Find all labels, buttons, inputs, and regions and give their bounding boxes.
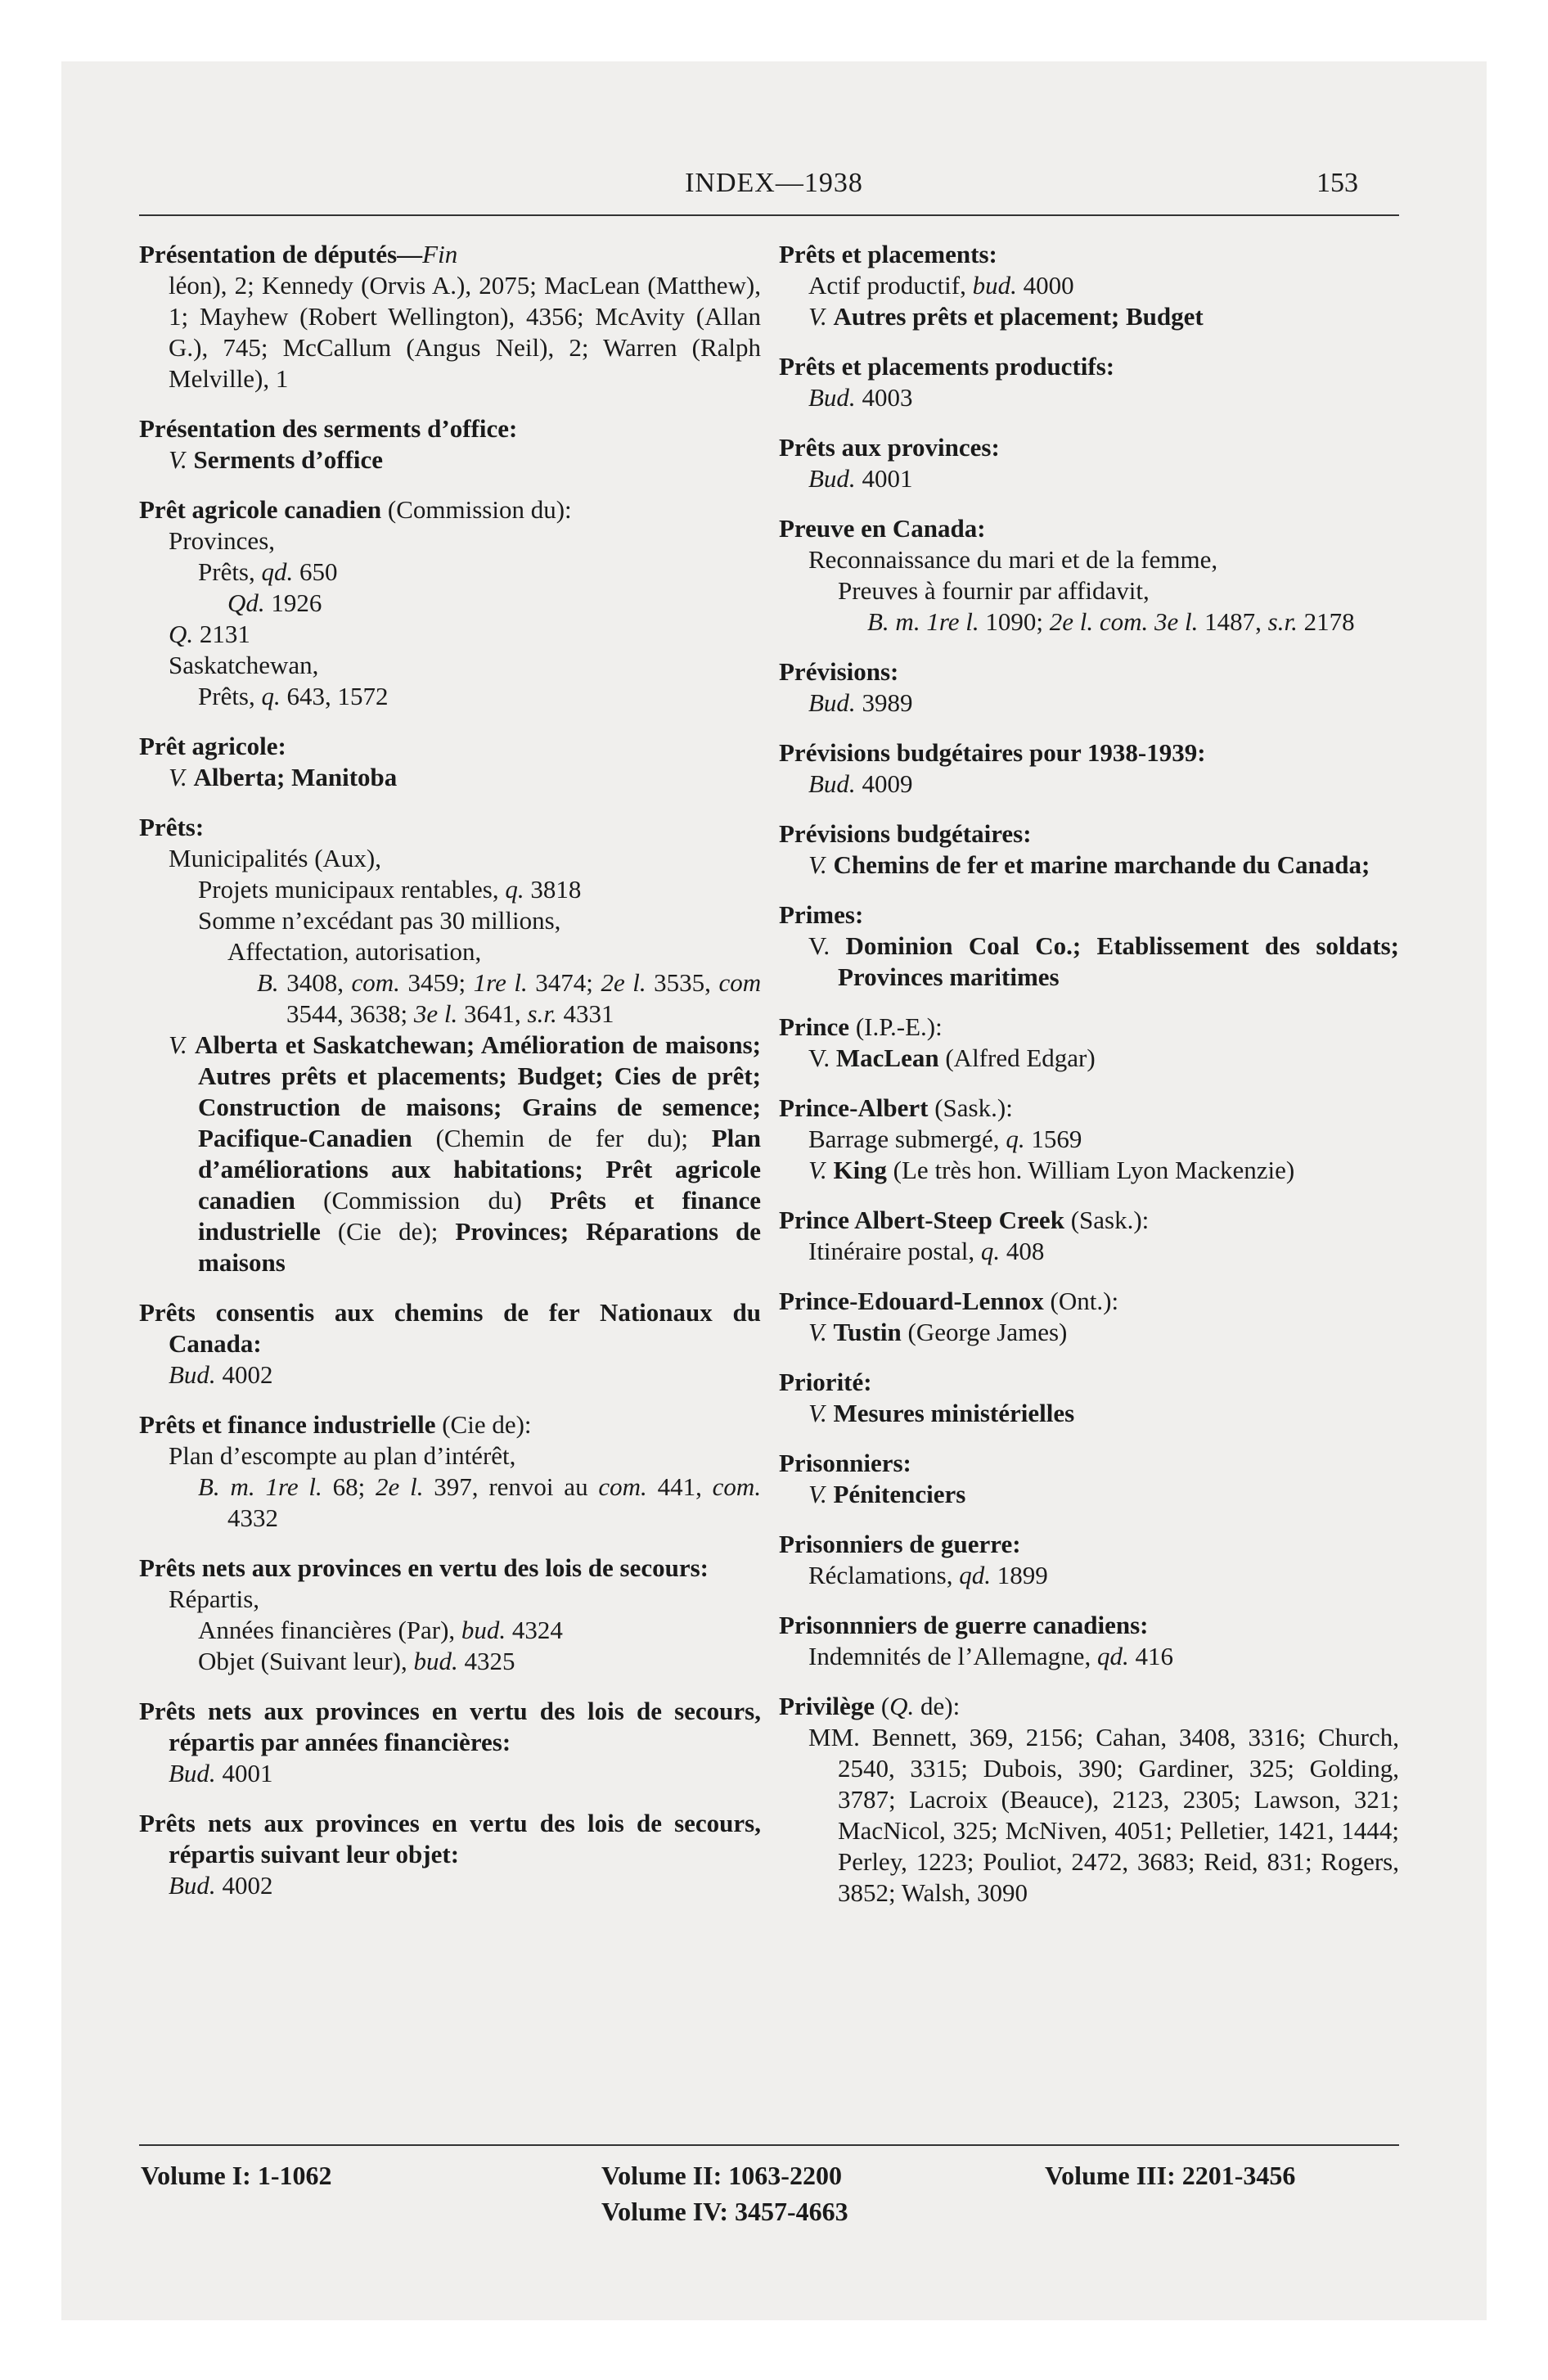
see-reference: V. MacLean (Alfred Edgar)	[808, 1044, 1096, 1072]
sub-entry: Bud. 4001	[169, 1759, 273, 1787]
index-entry	[139, 413, 761, 476]
index-entry	[779, 737, 1399, 800]
entry-heading: Prince-Albert	[779, 1093, 929, 1122]
entry-heading: Présentation des serments d’office:	[139, 414, 518, 443]
sub-entry: Réclamations, qd. 1899	[808, 1561, 1048, 1589]
index-entry	[779, 1610, 1399, 1672]
page-number: 153	[1316, 168, 1358, 198]
see-reference: V. Dominion Coal Co.; Etablissement des soldats; Provinces maritimes	[808, 931, 1400, 991]
index-entry	[779, 899, 1399, 993]
index-entry	[779, 1448, 1399, 1510]
entry-heading: Prévisions budgétaires pour 1938-1939:	[779, 738, 1206, 767]
see-reference: V. Alberta; Manitoba	[169, 763, 398, 791]
see-reference: V. Mesures ministérielles	[808, 1399, 1075, 1427]
volume-range: Volume IV: 3457-4663	[601, 2197, 848, 2226]
sub-entry: Provinces,	[169, 526, 276, 555]
sub-entry: Bud. 4009	[808, 769, 913, 798]
sub-entry: Bud. 4001	[808, 464, 913, 493]
index-entry	[779, 818, 1399, 881]
index-entry: Prince-Albert (Sask.): Barrage submergé, q. 1569 V. King (Le très hon. William Lyon Mackenzie)	[779, 1093, 1399, 1186]
volume-range: Volume I: 1-1062	[141, 2161, 332, 2190]
index-entry	[139, 812, 761, 1278]
sub-entry: Municipalités (Aux),	[169, 844, 382, 872]
sub-entry: Prêts, q. 643, 1572	[198, 682, 389, 710]
index-entry	[779, 239, 1399, 332]
sub-entry: Saskatchewan,	[169, 651, 319, 679]
entry-heading: Prêts nets aux provinces en vertu des lois de secours, répartis par années financières:	[139, 1697, 761, 1756]
index-entry: Prince (I.P.-E.): V. MacLean (Alfred Edgar)	[779, 1012, 1399, 1074]
sub-entry: Bud. 4002	[169, 1871, 273, 1900]
see-reference: V. Tustin (George James)	[808, 1318, 1068, 1346]
index-entry	[139, 1553, 761, 1677]
see-reference: V. Serments d’office	[169, 445, 384, 474]
see-reference: V. Chemins de fer et marine marchande du Canada;	[808, 850, 1370, 879]
sub-entry: B. 3408, com. 3459; 1re l. 3474; 2e l. 3535, com 3544, 3638; 3e l. 3641, s.r. 4331	[257, 968, 762, 1028]
entry-heading: Primes:	[779, 900, 864, 929]
page-title: INDEX—1938	[685, 168, 863, 198]
entry-heading: Priorité:	[779, 1368, 872, 1396]
sub-entry: Qd. 1926	[227, 588, 322, 617]
entry-text: léon), 2; Kennedy (Orvis A.), 2075; MacLean (Matthew), 1; Mayhew (Robert Wellington), 4356; McAvity (Allan G.), 745; McCallum (Angus Neil), 2; Warren (Ralph Melville), 1	[169, 271, 761, 393]
header-rule	[139, 214, 1399, 216]
sub-entry: Barrage submergé, q. 1569	[808, 1125, 1082, 1153]
sub-entry: B. m. 1re l. 68; 2e l. 397, renvoi au com. 441, com. 4332	[198, 1472, 762, 1532]
sub-entry: Affectation, autorisation,	[227, 937, 482, 966]
entry-heading: Prince	[779, 1012, 850, 1041]
entry-heading: Présentation de députés—	[139, 240, 423, 268]
sub-entry: Bud. 3989	[808, 688, 913, 717]
sub-entry: Somme n’excédant pas 30 millions,	[198, 906, 561, 935]
sub-entry: Objet (Suivant leur), bud. 4325	[198, 1647, 515, 1675]
entry-heading: Prévisions:	[779, 657, 899, 686]
volume-range: Volume II: 1063-2200	[601, 2161, 842, 2190]
footer-rule	[139, 2144, 1399, 2146]
index-entry: Prêt agricole canadien (Commission du): Provinces, Prêts, qd. 650 Qd. 1926 Q. 2131 Saskatchewan, Prêts, q. 643, 1572	[139, 494, 761, 712]
entry-heading: Prêts aux provinces:	[779, 433, 1000, 462]
entry-heading: Prisonniers:	[779, 1449, 911, 1477]
entry-heading: Prêts nets aux provinces en vertu des lois de secours, répartis suivant leur objet:	[139, 1809, 761, 1868]
sub-entry: Prêts, qd. 650	[198, 557, 338, 586]
entry-heading: Prince-Edouard-Lennox	[779, 1287, 1044, 1315]
sub-entry: Indemnités de l’Allemagne, qd. 416	[808, 1642, 1173, 1670]
sub-entry: Projets municipaux rentables, q. 3818	[198, 875, 582, 904]
sub-entry: B. m. 1re l. 1090; 2e l. com. 3e l. 1487, s.r. 2178	[867, 607, 1355, 636]
index-entry	[139, 1297, 761, 1391]
index-entry	[779, 1529, 1399, 1591]
volume-range: Volume III: 2201-3456	[1045, 2161, 1296, 2190]
entry-heading: Prêts et finance industrielle	[139, 1410, 436, 1439]
entry-heading: Prêts et placements:	[779, 240, 997, 268]
sub-entry: Répartis,	[169, 1584, 260, 1613]
index-entry: Prince-Edouard-Lennox (Ont.): V. Tustin (George James)	[779, 1286, 1399, 1348]
entry-heading: Prêts nets aux provinces en vertu des lois de secours:	[139, 1553, 709, 1582]
sub-entry: Reconnaissance du mari et de la femme,	[808, 545, 1218, 574]
index-entry	[139, 1808, 761, 1901]
left-column	[139, 239, 761, 1920]
index-entry	[779, 656, 1399, 719]
index-entry: Prince Albert-Steep Creek (Sask.): Itinéraire postal, q. 408	[779, 1205, 1399, 1267]
index-entry: Présentation de députés—Fin léon), 2; Kennedy (Orvis A.), 2075; MacLean (Matthew), 1; Mayhew (Robert Wellington), 4356; McAvity (Allan G.), 745; McCallum (Angus Neil), 2; Warren (Ralph Melville), 1	[139, 240, 761, 393]
entry-heading: Privilège	[779, 1692, 875, 1720]
entry-text: MM. Bennett, 369, 2156; Cahan, 3408, 3316; Church, 2540, 3315; Dubois, 390; Gardiner, 325; Golding, 3787; Lacroix (Beauce), 2123, 2305; Lawson, 321; MacNicol, 325; McNiven, 4051; Pelletier, 1421, 1444; Perley, 1223; Pouliot, 2472, 3683; Reid, 831; Rogers, 3852; Walsh, 3090	[808, 1723, 1399, 1907]
sub-entry: Preuves à fournir par affidavit,	[838, 576, 1150, 605]
sub-entry: Q. 2131	[169, 620, 250, 648]
entry-heading: Prisonnniers de guerre canadiens:	[779, 1611, 1149, 1639]
index-entry	[139, 1696, 761, 1789]
entry-heading: Prêts consentis aux chemins de fer Nationaux du Canada:	[139, 1298, 761, 1358]
index-entry	[779, 351, 1399, 413]
sub-entry: Bud. 4003	[808, 383, 913, 412]
entry-heading: Preuve en Canada:	[779, 514, 986, 543]
see-reference: V. Autres prêts et placement; Budget	[808, 302, 1204, 331]
entry-heading: Prêts:	[139, 813, 205, 841]
sub-entry: Actif productif, bud. 4000	[808, 271, 1074, 300]
see-reference: V. Pénitenciers	[808, 1480, 966, 1508]
entry-heading: Prêt agricole:	[139, 732, 286, 760]
index-entry	[139, 731, 761, 793]
see-reference: V. Alberta et Saskatchewan; Amélioration de maisons; Autres prêts et placements; Budget; Cies de prêt; Construction de maisons; Grains de semence; Pacifique-Canadien (Chemin de fer du); Plan d’améliorations aux habitations; Prêt agricole canadien (Commission du) Prêts et finance industrielle (Cie de); Provinces; Réparations de maisons	[169, 1030, 762, 1277]
entry-heading: Prisonniers de guerre:	[779, 1530, 1021, 1558]
entry-heading: Prince Albert-Steep Creek	[779, 1206, 1064, 1234]
index-entry	[779, 432, 1399, 494]
sub-entry: Années financières (Par), bud. 4324	[198, 1616, 563, 1644]
index-entry	[779, 1367, 1399, 1429]
sub-entry: Itinéraire postal, q. 408	[808, 1237, 1045, 1265]
sub-entry: Plan d’escompte au plan d’intérêt,	[169, 1441, 516, 1470]
right-column	[779, 239, 1399, 1927]
see-reference: V. King (Le très hon. William Lyon Mackenzie)	[808, 1156, 1295, 1184]
entry-heading: Prévisions budgétaires:	[779, 819, 1032, 848]
index-entry: Privilège (Q. de): MM. Bennett, 369, 2156; Cahan, 3408, 3316; Church, 2540, 3315; Dubois, 390; Gardiner, 325; Golding, 3787; Lacroix (Beauce), 2123, 2305; Lawson, 321; MacNicol, 325; McNiven, 4051; Pelletier, 1421, 1444; Perley, 1223; Pouliot, 2472, 3683; Reid, 831; Rogers, 3852; Walsh, 3090	[779, 1692, 1399, 1907]
entry-heading: Prêt agricole canadien	[139, 495, 382, 524]
entry-heading: Prêts et placements productifs:	[779, 352, 1115, 381]
sub-entry: Bud. 4002	[169, 1360, 273, 1389]
index-entry: Prêts et finance industrielle (Cie de): Plan d’escompte au plan d’intérêt, B. m. 1re l. 68; 2e l. 397, renvoi au com. 441, com. 4332	[139, 1410, 762, 1532]
index-entry	[779, 513, 1399, 638]
